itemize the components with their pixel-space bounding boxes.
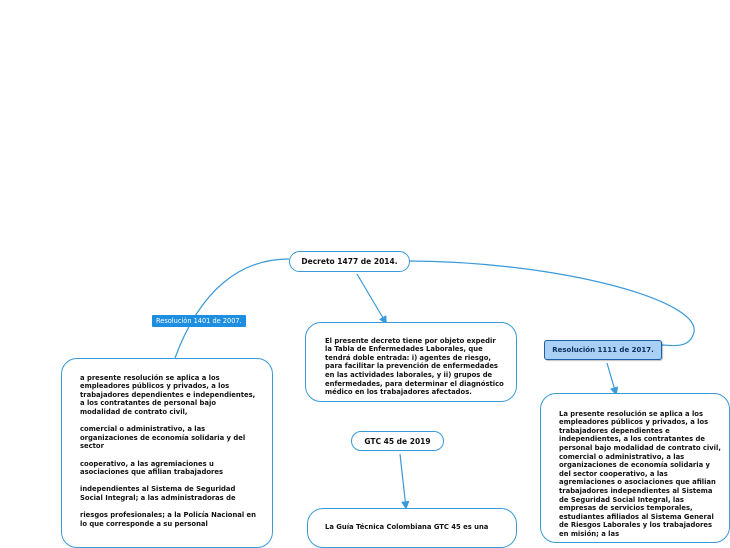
link-resolucion-1111-to-text <box>607 363 616 394</box>
link-decreto-to-resolucion-1401 <box>175 259 289 358</box>
gtc-45-text-node[interactable] <box>307 508 517 548</box>
resolucion-1401-description: a presente resolución se aplica a los empleadores públicos y privados, a los trabajadores dependientes e independientes, a los contratantes de personal bajo modalidad de contrato civil, comercial o administrativo, a las organizaciones de economía solidaria y del sector cooperativo, a las agremiaciones u asociaciones que afilian trabajadores independientes al Sistema de Seguridad Social Integral; a las administradoras de riesgos profesionales; a la Policía Nacional en lo que corresponde a su personal <box>80 373 257 528</box>
link-decreto-to-text <box>357 274 386 323</box>
resolucion-1401-text-node[interactable] <box>61 358 273 548</box>
decreto-1477-text-node[interactable] <box>305 322 517 402</box>
decreto-1477-description: El presente decreto tiene por objeto expedir la Tabla de Enfermedades Laborales, que tendrá doble entrada: i) agentes de riesgo, para facilitar la prevención de enfermedades en las actividades laborales, y ii) grupos de enfermedades, para determinar el diagnóstico médico en los trabajadores afectados. <box>325 336 504 397</box>
gtc-45-node[interactable] <box>351 431 444 451</box>
resolucion-1111-text-node[interactable] <box>540 393 730 543</box>
gtc-45-title: GTC 45 de 2019 <box>364 436 431 446</box>
decreto-1477-node[interactable] <box>289 251 410 272</box>
gtc-45-description: La Guía Técnica Colombiana GTC 45 es una <box>325 522 489 531</box>
decreto-1477-title: Decreto 1477 de 2014. <box>301 257 398 266</box>
resolucion-1111-description: La presente resolución se aplica a los empleadores públicos y privados, a los trabajadores dependientes e independientes, a los contratantes de personal bajo modalidad de contrato civil, comercial o administrativo, a las organizaciones de economía solidaria y del sector cooperativo, a las agremiaciones o asociaciones que afilian trabajadores independientes al Sistema de Seguridad Social Integral, las empresas de servicios temporales, estudiantes afiliados al Sistema General de Riesgos Laborales y los trabajadores en misión; a las <box>559 409 721 538</box>
link-gtc45-to-text <box>400 454 406 508</box>
resolucion-1111-label: Resolución 1111 de 2017. <box>552 346 654 354</box>
resolucion-1401-tag[interactable] <box>152 315 246 327</box>
resolucion-1401-label: Resolución 1401 de 2007. <box>156 317 242 325</box>
resolucion-1111-tag[interactable] <box>544 340 662 360</box>
